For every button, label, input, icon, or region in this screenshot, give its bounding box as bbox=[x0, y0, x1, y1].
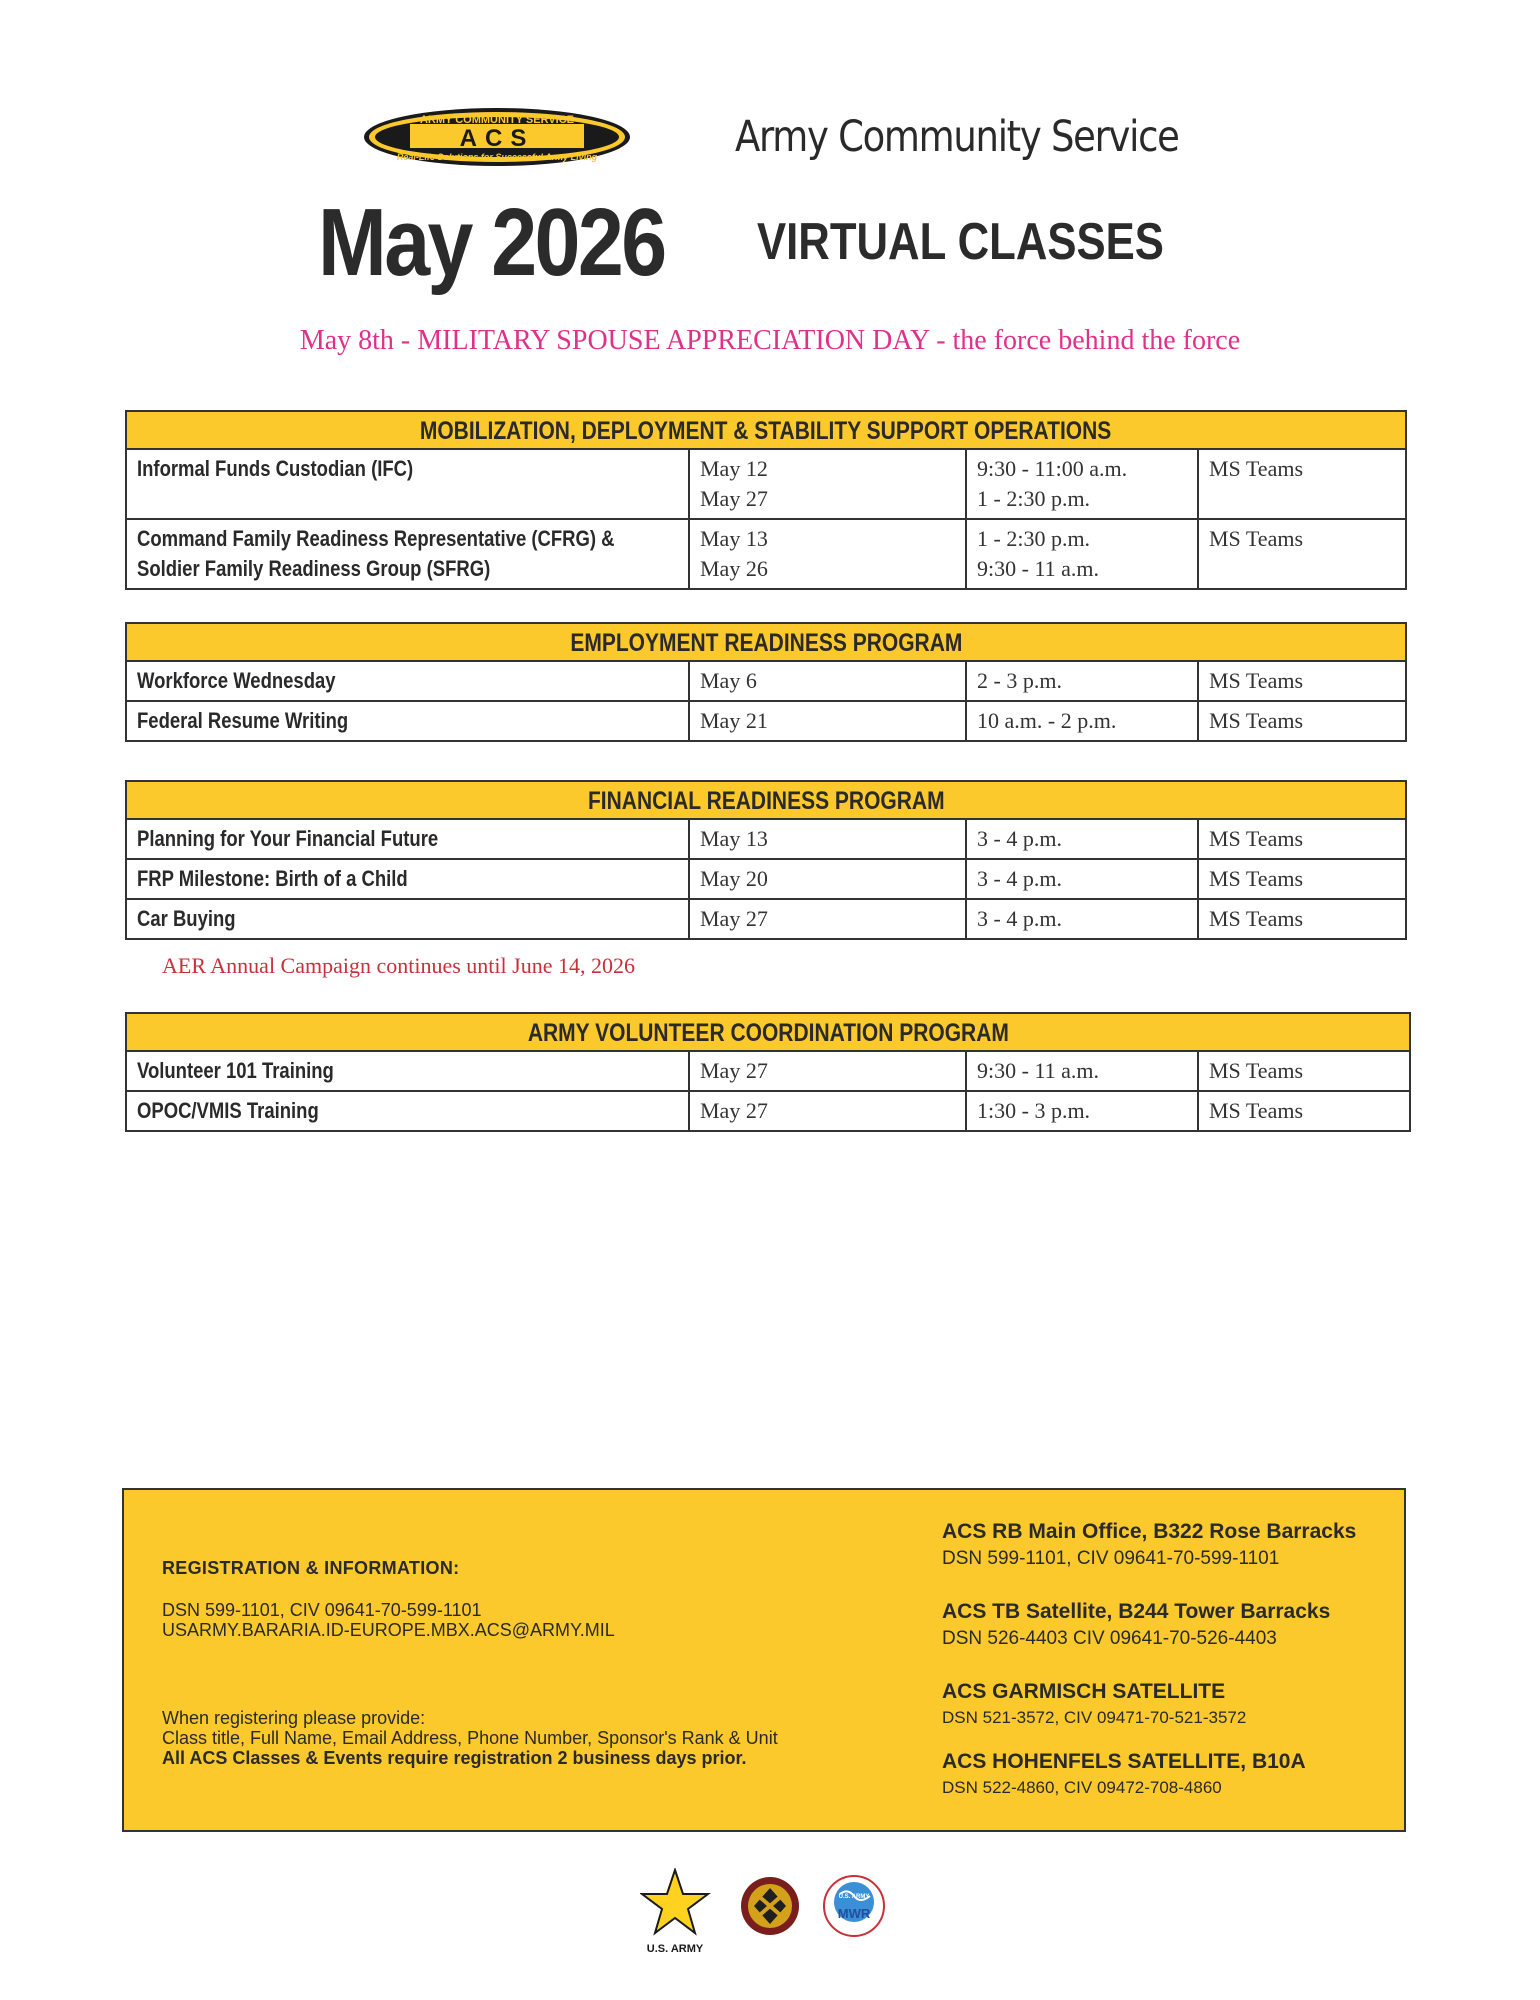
class-location: MS Teams bbox=[1198, 519, 1406, 589]
garrison-crest-icon bbox=[741, 1877, 799, 1935]
class-date: May 27 bbox=[689, 1051, 966, 1091]
section-header: FINANCIAL READINESS PROGRAM bbox=[126, 781, 1406, 819]
class-name: Command Family Readiness Representative (CFRG) &Soldier Family Readiness Group (SFRG) bbox=[126, 519, 689, 589]
svg-text:ARMY COMMUNITY SERVICE: ARMY COMMUNITY SERVICE bbox=[419, 114, 575, 126]
office-phone: DSN 522-4860, CIV 09472-708-4860 bbox=[942, 1778, 1222, 1797]
footer-logos bbox=[640, 1868, 900, 1958]
mobilization-table bbox=[125, 410, 1407, 590]
acs-logo bbox=[362, 106, 632, 168]
class-time: 10 a.m. - 2 p.m. bbox=[966, 701, 1198, 741]
registration-box bbox=[122, 1488, 1406, 1832]
svg-text:U.S. ARMY: U.S. ARMY bbox=[646, 1943, 704, 1955]
svg-text:U.S. ARMY: U.S. ARMY bbox=[838, 1894, 870, 1900]
class-location: MS Teams bbox=[1198, 899, 1406, 939]
office-phone: DSN 521-3572, CIV 09471-70-521-3572 bbox=[942, 1708, 1247, 1727]
class-time: 1 - 2:30 p.m. 9:30 - 11 a.m. bbox=[966, 519, 1198, 589]
class-name: Federal Resume Writing bbox=[126, 701, 689, 741]
registration-fields: Class title, Full Name, Email Address, Phone Number, Sponsor's Rank & Unit bbox=[162, 1728, 778, 1748]
class-date: May 12 May 27 bbox=[689, 449, 966, 519]
volunteer-table bbox=[125, 1012, 1411, 1132]
class-location: MS Teams bbox=[1198, 661, 1406, 701]
appreciation-banner: May 8th - MILITARY SPOUSE APPRECIATION DAY - the force behind the force bbox=[299, 325, 1241, 356]
class-date: May 13 bbox=[689, 819, 966, 859]
class-time: 3 - 4 p.m. bbox=[966, 859, 1198, 899]
registration-deadline-note: All ACS Classes & Events require registration 2 business days prior. bbox=[162, 1748, 747, 1768]
registration-phone: DSN 599-1101, CIV 09641-70-599-1101 bbox=[162, 1600, 482, 1620]
section-header: ARMY VOLUNTEER COORDINATION PROGRAM bbox=[126, 1013, 1410, 1051]
class-location: MS Teams bbox=[1198, 1051, 1410, 1091]
aer-campaign-note: AER Annual Campaign continues until June 14, 2026 bbox=[162, 953, 635, 978]
class-name: Planning for Your Financial Future bbox=[126, 819, 689, 859]
class-name: FRP Milestone: Birth of a Child bbox=[126, 859, 689, 899]
registration-title: REGISTRATION & INFORMATION: bbox=[162, 1558, 460, 1578]
office-name: ACS HOHENFELS SATELLITE, B10A bbox=[942, 1750, 1306, 1773]
employment-table bbox=[125, 622, 1407, 742]
class-time: 3 - 4 p.m. bbox=[966, 899, 1198, 939]
section-header: MOBILIZATION, DEPLOYMENT & STABILITY SUPPORT OPERATIONS bbox=[126, 411, 1406, 449]
class-time: 9:30 - 11 a.m. bbox=[966, 1051, 1198, 1091]
class-location: MS Teams bbox=[1198, 859, 1406, 899]
class-name: Workforce Wednesday bbox=[126, 661, 689, 701]
table-row bbox=[126, 899, 1406, 939]
class-location: MS Teams bbox=[1198, 819, 1406, 859]
page-subtitle: VIRTUAL CLASSES bbox=[757, 213, 1164, 271]
class-location: MS Teams bbox=[1198, 701, 1406, 741]
class-location: MS Teams bbox=[1198, 449, 1406, 519]
svg-text:ACS: ACS bbox=[459, 125, 535, 152]
section-header: EMPLOYMENT READINESS PROGRAM bbox=[126, 623, 1406, 661]
class-time: 9:30 - 11:00 a.m. 1 - 2:30 p.m. bbox=[966, 449, 1198, 519]
class-date: May 21 bbox=[689, 701, 966, 741]
page-title: May 2026 bbox=[318, 189, 665, 296]
class-date: May 27 bbox=[689, 1091, 966, 1131]
table-row bbox=[126, 519, 1406, 589]
class-name: Volunteer 101 Training bbox=[126, 1051, 689, 1091]
class-time: 3 - 4 p.m. bbox=[966, 819, 1198, 859]
registration-email: USARMY.BARARIA.ID-EUROPE.MBX.ACS@ARMY.MIL bbox=[162, 1620, 615, 1640]
office-name: ACS TB Satellite, B244 Tower Barracks bbox=[942, 1600, 1331, 1623]
class-date: May 13 May 26 bbox=[689, 519, 966, 589]
table-row bbox=[126, 449, 1406, 519]
table-row bbox=[126, 1051, 1410, 1091]
org-name: Army Community Service bbox=[735, 112, 1179, 162]
svg-text:Real-Life Solutions for Succes: Real-Life Solutions for Successful Army Living bbox=[396, 152, 598, 162]
class-location: MS Teams bbox=[1198, 1091, 1410, 1131]
office-phone: DSN 526-4403 CIV 09641-70-526-4403 bbox=[942, 1628, 1277, 1649]
class-time: 2 - 3 p.m. bbox=[966, 661, 1198, 701]
office-phone: DSN 599-1101, CIV 09641-70-599-1101 bbox=[942, 1548, 1280, 1569]
financial-table bbox=[125, 780, 1407, 940]
table-row bbox=[126, 701, 1406, 741]
class-time: 1:30 - 3 p.m. bbox=[966, 1091, 1198, 1131]
office-name: ACS GARMISCH SATELLITE bbox=[942, 1680, 1226, 1703]
class-date: May 27 bbox=[689, 899, 966, 939]
office-name: ACS RB Main Office, B322 Rose Barracks bbox=[942, 1520, 1357, 1543]
class-name: OPOC/VMIS Training bbox=[126, 1091, 689, 1131]
class-date: May 20 bbox=[689, 859, 966, 899]
table-row bbox=[126, 819, 1406, 859]
table-row bbox=[126, 859, 1406, 899]
army-star-icon bbox=[642, 1870, 708, 1955]
class-name: Car Buying bbox=[126, 899, 689, 939]
class-name: Informal Funds Custodian (IFC) bbox=[126, 449, 689, 519]
table-row bbox=[126, 661, 1406, 701]
class-date: May 6 bbox=[689, 661, 966, 701]
registration-instructions: When registering please provide: bbox=[162, 1708, 426, 1728]
table-row bbox=[126, 1091, 1410, 1131]
svg-text:MWR: MWR bbox=[837, 1906, 871, 1921]
mwr-globe-icon bbox=[824, 1876, 884, 1936]
